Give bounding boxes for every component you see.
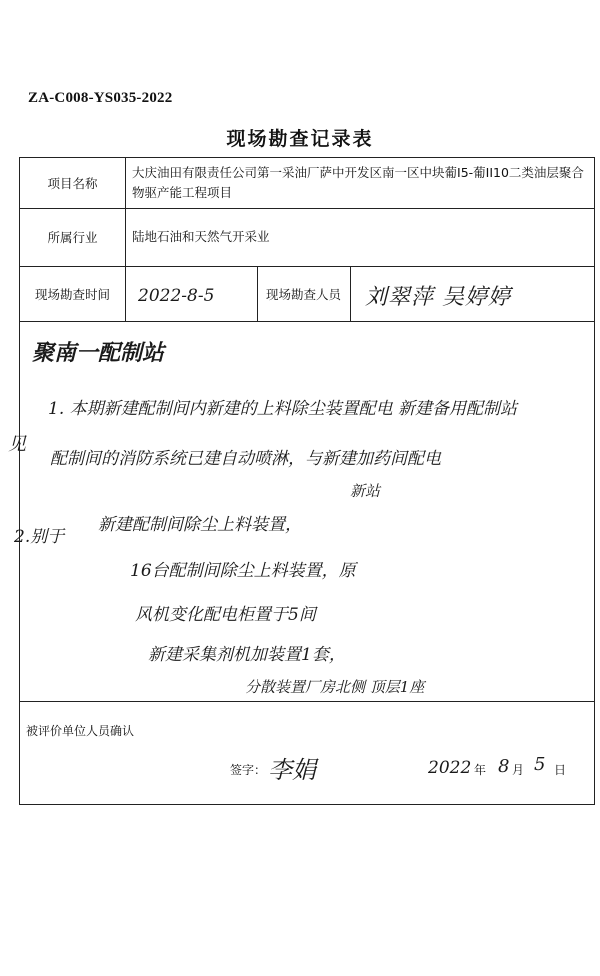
notes-side-mark: 见 — [8, 434, 26, 455]
industry-value: 陆地石油和天然气开采业 — [132, 229, 270, 244]
column-divider — [350, 266, 351, 321]
record-table — [8, 157, 595, 805]
notes-line: 分散装置厂房北侧 顶层1座 — [245, 678, 425, 696]
date-month-char: 月 — [512, 763, 525, 777]
industry-label: 所属行业 — [47, 230, 98, 245]
date-day: 5 — [534, 754, 546, 775]
document-title: 现场勘查记录表 — [226, 128, 374, 150]
row-divider — [20, 321, 594, 322]
signature: 李娟 — [268, 756, 316, 784]
notes-line: 配制间的消防系统已建自动喷淋，与新建加药间配电 — [50, 449, 441, 469]
notes-line: 新建采集剂机加装置1套， — [148, 645, 346, 665]
notes-line: 16台配制间除尘上料装置，原 — [130, 561, 356, 581]
document-code: ZA-C008-YS035-2022 — [28, 90, 173, 106]
sign-label: 签字： — [230, 763, 267, 777]
notes-line: 新建配制间除尘上料装置， — [98, 515, 302, 535]
date-day-char: 日 — [554, 763, 567, 777]
notes-line: 风机变化配电柜置于5间 — [135, 605, 316, 625]
survey-staff-label: 现场勘查人员 — [265, 286, 341, 302]
notes-line: 新站 — [350, 482, 381, 500]
notes-line: 1. 本期新建配制间内新建的上料除尘装置配电 新建备用配制站 — [48, 399, 518, 419]
project-name-value: 大庆油田有限责任公司第一采油厂萨中开发区南一区中块葡I5-葡II10二类油层聚合物驱产能工程项目 — [132, 165, 584, 200]
date-month: 8 — [498, 756, 510, 777]
confirm-label: 被评价单位人员确认 — [26, 724, 135, 738]
date-year-char: 年 — [474, 763, 487, 777]
survey-time-value: 2022-8-5 — [138, 286, 215, 306]
survey-staff-value: 刘翠萍 吴婷婷 — [365, 285, 511, 310]
row-divider — [20, 701, 594, 702]
project-name-label: 项目名称 — [47, 176, 98, 191]
notes-heading: 聚南一配制站 — [32, 340, 165, 366]
date-year: 2022 — [428, 758, 472, 778]
notes-side-mark: 2.别于 — [14, 527, 65, 547]
survey-time-label: 现场勘查时间 — [34, 286, 110, 302]
column-divider — [125, 158, 126, 321]
